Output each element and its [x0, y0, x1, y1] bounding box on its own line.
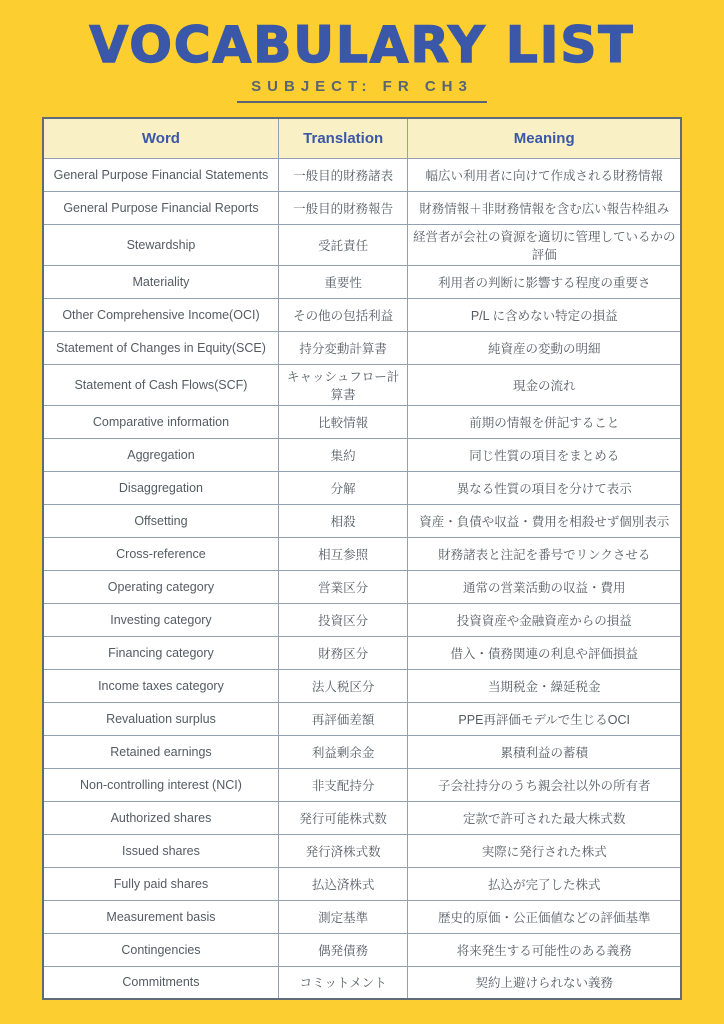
table-row — [43, 504, 681, 537]
meaning-cell: 経営者が会社の資源を適切に管理しているかの評価 — [408, 224, 681, 265]
word-cell: Comparative information — [43, 405, 278, 438]
translation-cell: キャッシュフロー計算書 — [278, 364, 408, 405]
translation-cell: 非支配持分 — [278, 768, 408, 801]
table-row — [43, 298, 681, 331]
meaning-cell: 払込が完了した株式 — [408, 867, 681, 900]
word-cell: Issued shares — [43, 834, 278, 867]
translation-cell: 偶発債務 — [278, 933, 408, 966]
table-row — [43, 158, 681, 191]
meaning-cell: 定款で許可された最大株式数 — [408, 801, 681, 834]
table-row — [43, 603, 681, 636]
translation-cell: 投資区分 — [278, 603, 408, 636]
translation-cell: 相互参照 — [278, 537, 408, 570]
table-row — [43, 900, 681, 933]
table-row — [43, 933, 681, 966]
word-cell: Materiality — [43, 265, 278, 298]
vocabulary-table-body — [43, 158, 681, 999]
table-row — [43, 537, 681, 570]
meaning-cell: 同じ性質の項目をまとめる — [408, 438, 681, 471]
meaning-cell: 純資産の変動の明細 — [408, 331, 681, 364]
table-row — [43, 735, 681, 768]
meaning-cell: 当期税金・繰延税金 — [408, 669, 681, 702]
table-row — [43, 801, 681, 834]
table-row — [43, 834, 681, 867]
vocabulary-table — [42, 117, 682, 1000]
word-cell: Non-controlling interest (NCI) — [43, 768, 278, 801]
translation-cell: 再評価差額 — [278, 702, 408, 735]
subject-subtitle: SUBJECT: FR CH3 — [237, 78, 487, 103]
word-cell: Financing category — [43, 636, 278, 669]
meaning-cell: 幅広い利用者に向けて作成される財務情報 — [408, 158, 681, 191]
translation-cell: 集約 — [278, 438, 408, 471]
translation-cell: 利益剰余金 — [278, 735, 408, 768]
table-row — [43, 364, 681, 405]
meaning-cell: 現金の流れ — [408, 364, 681, 405]
meaning-cell: 借入・債務関連の利息や評価損益 — [408, 636, 681, 669]
word-cell: Stewardship — [43, 224, 278, 265]
column-header-translation: Translation — [278, 118, 408, 158]
table-row — [43, 471, 681, 504]
meaning-cell: 財務諸表と注記を番号でリンクさせる — [408, 537, 681, 570]
table-row — [43, 768, 681, 801]
translation-cell: 分解 — [278, 471, 408, 504]
table-row — [43, 669, 681, 702]
word-cell: Authorized shares — [43, 801, 278, 834]
translation-cell: 財務区分 — [278, 636, 408, 669]
meaning-cell: P/L に含めない特定の損益 — [408, 298, 681, 331]
meaning-cell: 契約上避けられない義務 — [408, 966, 681, 999]
word-cell: General Purpose Financial Reports — [43, 191, 278, 224]
subtitle-container — [0, 78, 724, 103]
translation-cell: 測定基準 — [278, 900, 408, 933]
meaning-cell: 前期の情報を併記すること — [408, 405, 681, 438]
translation-cell: 持分変動計算書 — [278, 331, 408, 364]
table-row — [43, 191, 681, 224]
translation-cell: 払込済株式 — [278, 867, 408, 900]
word-cell: Other Comprehensive Income(OCI) — [43, 298, 278, 331]
table-header-row — [43, 118, 681, 158]
table-row — [43, 966, 681, 999]
column-header-word: Word — [43, 118, 278, 158]
translation-cell: 相殺 — [278, 504, 408, 537]
translation-cell: 営業区分 — [278, 570, 408, 603]
table-row — [43, 405, 681, 438]
word-cell: Statement of Changes in Equity(SCE) — [43, 331, 278, 364]
word-cell: Aggregation — [43, 438, 278, 471]
word-cell: Revaluation surplus — [43, 702, 278, 735]
word-cell: Measurement basis — [43, 900, 278, 933]
translation-cell: コミットメント — [278, 966, 408, 999]
meaning-cell: 通常の営業活動の収益・費用 — [408, 570, 681, 603]
column-header-meaning: Meaning — [408, 118, 681, 158]
meaning-cell: 資産・負債や収益・費用を相殺せず個別表示 — [408, 504, 681, 537]
translation-cell: 発行可能株式数 — [278, 801, 408, 834]
table-row — [43, 702, 681, 735]
translation-cell: 法人税区分 — [278, 669, 408, 702]
word-cell: Income taxes category — [43, 669, 278, 702]
table-row — [43, 867, 681, 900]
table-row — [43, 331, 681, 364]
translation-cell: その他の包括利益 — [278, 298, 408, 331]
meaning-cell: 累積利益の蓄積 — [408, 735, 681, 768]
meaning-cell: 財務情報＋非財務情報を含む広い報告枠組み — [408, 191, 681, 224]
translation-cell: 発行済株式数 — [278, 834, 408, 867]
table-row — [43, 224, 681, 265]
meaning-cell: 将来発生する可能性のある義務 — [408, 933, 681, 966]
table-row — [43, 438, 681, 471]
word-cell: Commitments — [43, 966, 278, 999]
meaning-cell: 歴史的原価・公正価値などの評価基準 — [408, 900, 681, 933]
word-cell: Contingencies — [43, 933, 278, 966]
translation-cell: 重要性 — [278, 265, 408, 298]
translation-cell: 一般目的財務報告 — [278, 191, 408, 224]
meaning-cell: 実際に発行された株式 — [408, 834, 681, 867]
meaning-cell: 利用者の判断に影響する程度の重要さ — [408, 265, 681, 298]
word-cell: Cross-reference — [43, 537, 278, 570]
meaning-cell: 投資資産や金融資産からの損益 — [408, 603, 681, 636]
meaning-cell: PPE再評価モデルで生じるOCI — [408, 702, 681, 735]
word-cell: Investing category — [43, 603, 278, 636]
meaning-cell: 子会社持分のうち親会社以外の所有者 — [408, 768, 681, 801]
word-cell: Retained earnings — [43, 735, 278, 768]
word-cell: Disaggregation — [43, 471, 278, 504]
table-row — [43, 636, 681, 669]
word-cell: Offsetting — [43, 504, 278, 537]
word-cell: Fully paid shares — [43, 867, 278, 900]
translation-cell: 受託責任 — [278, 224, 408, 265]
meaning-cell: 異なる性質の項目を分けて表示 — [408, 471, 681, 504]
word-cell: Statement of Cash Flows(SCF) — [43, 364, 278, 405]
table-row — [43, 265, 681, 298]
word-cell: Operating category — [43, 570, 278, 603]
translation-cell: 比較情報 — [278, 405, 408, 438]
page-title: VOCABULARY LIST — [89, 16, 635, 74]
table-row — [43, 570, 681, 603]
translation-cell: 一般目的財務諸表 — [278, 158, 408, 191]
word-cell: General Purpose Financial Statements — [43, 158, 278, 191]
